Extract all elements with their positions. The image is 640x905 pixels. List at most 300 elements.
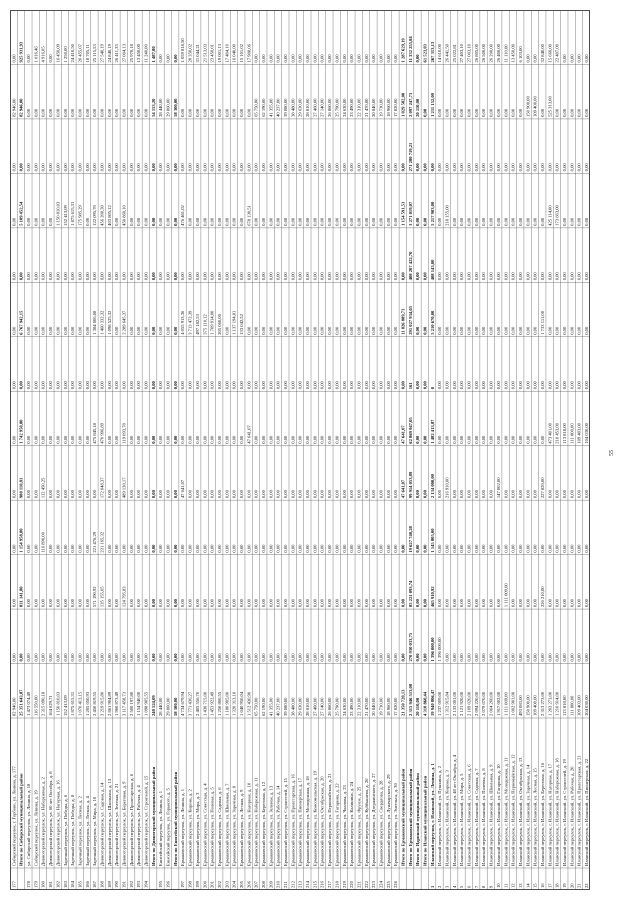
amount-cell: 0,00 — [569, 163, 575, 172]
amount-cell: 0,00 — [437, 272, 443, 281]
amount-cell: 82 946,00 — [11, 98, 17, 117]
amount-cell: 25 115,53 — [92, 44, 98, 63]
amount-cell: 0,00 — [268, 653, 274, 662]
amount-cell: 0,00 — [356, 163, 362, 172]
amount-cell: 0,00 — [459, 490, 465, 499]
amount-cell: 0,00 — [48, 653, 54, 662]
amount-cell: 0,00 — [576, 381, 582, 390]
amount-cell: 0,00 — [62, 108, 68, 117]
address-cell: Итого по Ермаковский муниципальный район — [400, 768, 406, 866]
amount-cell: 0,00 — [584, 108, 590, 117]
amount-cell: 0,00 — [84, 272, 90, 281]
amount-cell: 0,00 — [128, 544, 134, 553]
amount-cell: 0,00 — [238, 435, 244, 444]
amount-cell: 1 250 800,55 — [216, 691, 222, 716]
amount-cell: 0,00 — [128, 326, 134, 335]
amount-cell: 0,00 — [165, 381, 171, 390]
amount-cell: 85 221 093,74 — [407, 580, 413, 608]
amount-cell: 0,00 — [114, 653, 120, 662]
amount-cell: 0,00 — [172, 54, 178, 63]
amount-cell: 26 411,35 — [114, 44, 120, 63]
amount-cell: 0,00 — [216, 653, 222, 662]
amount-cell: 571 190,92 — [92, 586, 98, 608]
amount-cell: 27 460,00 — [312, 697, 318, 716]
amount-cell: 0,00 — [495, 217, 501, 226]
amount-cell: 0,00 — [84, 217, 90, 226]
amount-cell: 0,00 — [517, 435, 523, 444]
amount-cell: 0,00 — [319, 217, 325, 226]
row-number-cell: 213 — [297, 881, 303, 888]
amount-cell: 5 109 452,54 — [18, 201, 24, 226]
amount-cell: 0,00 — [554, 163, 560, 172]
amount-cell: 22 407,00 — [554, 44, 560, 63]
amount-cell: 0,00 — [187, 217, 193, 226]
amount-cell: 0,00 — [305, 272, 311, 281]
amount-cell: 0,00 — [305, 217, 311, 226]
row-number-cell: 186 — [84, 881, 90, 888]
amount-cell: 0,00 — [275, 544, 281, 553]
amount-cell: 0,00 — [253, 217, 259, 226]
amount-cell: 0,00 — [209, 217, 215, 226]
address-cell: Иланский переулок, г. Иланский, ул. Мира, д. 5 — [459, 773, 465, 866]
amount-cell: 0,00 — [363, 217, 369, 226]
amount-cell: 0,00 — [437, 599, 443, 608]
amount-cell: 0,00 — [143, 326, 149, 335]
row-number-cell: 207 — [253, 881, 259, 888]
amount-cell: 39 080,00 — [283, 697, 289, 716]
amount-cell: 0,00 — [150, 163, 156, 172]
amount-cell: 0,00 — [319, 435, 325, 444]
amount-cell: 0,00 — [202, 599, 208, 608]
row-number-cell: 202 — [216, 881, 222, 888]
address-cell: Итого по Сибирский муниципальный район — [18, 773, 24, 866]
amount-cell: 0,00 — [569, 217, 575, 226]
amount-cell: 25 022,81 — [451, 44, 457, 63]
amount-cell: 0,00 — [165, 490, 171, 499]
address-cell: Ермаковский переулок, ул. Лесная, д. 9 — [238, 789, 244, 866]
amount-cell: 0,00 — [224, 381, 230, 390]
amount-cell: 62 190,00 — [260, 697, 266, 716]
amount-cell: 0,00 — [312, 653, 318, 662]
amount-cell: 0,00 — [319, 163, 325, 172]
amount-cell: 0,00 — [503, 217, 509, 226]
amount-cell: 0,00 — [143, 435, 149, 444]
amount-cell: 0,00 — [562, 653, 567, 662]
address-cell: Иланский переулок, г. Иланский, ул. Береговая, д. 16 — [539, 762, 545, 866]
amount-cell: 0,00 — [77, 108, 83, 117]
amount-cell: 0,00 — [349, 326, 355, 335]
amount-cell: 0,00 — [253, 599, 259, 608]
row-number-cell: 203 — [224, 881, 230, 888]
amount-cell: 2 405 556,70 — [194, 691, 200, 716]
address-cell: Ермаковский переулок, ул. Садовая, д. 6 — [216, 787, 222, 866]
amount-cell: 0,00 — [517, 163, 523, 172]
amount-cell: 0,00 — [70, 326, 76, 335]
amount-cell: 2 064 260,00 — [488, 691, 494, 716]
amount-cell: 0,00 — [216, 490, 222, 499]
row-number-cell: 182 — [55, 881, 61, 888]
amount-cell: 0,00 — [268, 490, 274, 499]
amount-cell: 1 512 430,90 — [246, 691, 252, 716]
address-cell: Иланский переулок, г. Иланский, ул. Октябрьская, д. 13 — [517, 757, 523, 866]
amount-cell: 0,00 — [11, 326, 17, 335]
amount-cell: 0,00 — [305, 544, 311, 553]
amount-cell: 0,00 — [393, 544, 399, 553]
amount-cell: 0,00 — [554, 490, 560, 499]
amount-cell: 26 200,00 — [488, 44, 494, 63]
amount-cell: 0,00 — [48, 108, 54, 117]
address-cell: Иланский переулок, г. Иланский, ул. Садовая, д. 7 — [473, 768, 479, 866]
amount-cell: 0,00 — [488, 326, 494, 335]
amount-cell: 0,00 — [539, 163, 545, 172]
row-number-cell: 15 — [532, 883, 538, 888]
row-number-cell: 16 — [539, 883, 545, 888]
amount-cell: 0,00 — [356, 217, 362, 226]
amount-cell: 135 155,05 — [99, 586, 105, 608]
amount-cell: 0,00 — [349, 217, 355, 226]
amount-cell: 0,00 — [40, 217, 46, 226]
page-number: 55 — [609, 450, 615, 456]
amount-cell: 1 145 805,00 — [429, 528, 435, 553]
amount-cell: 0,00 — [121, 163, 127, 172]
amount-cell: 831 141,80 — [18, 586, 24, 608]
amount-cell: 0,00 — [576, 272, 582, 281]
amount-cell: 0,00 — [334, 217, 340, 226]
amount-cell: 1 210 914,00 — [554, 691, 560, 716]
amount-cell: 29 630,00 — [297, 697, 303, 716]
amount-cell: 0,00 — [517, 653, 523, 662]
amount-cell: 0,00 — [84, 381, 90, 390]
amount-cell: 240 524,09 — [150, 695, 156, 716]
address-cell: Иланский переулок, г. Иланский, ул. Заречная, д. 14 — [525, 764, 531, 866]
amount-cell: 0,00 — [187, 381, 193, 390]
amount-cell: 0,00 — [569, 599, 575, 608]
amount-cell: 0,00 — [77, 326, 83, 335]
amount-cell: 0,00 — [92, 163, 98, 172]
amount-cell: 0,00 — [584, 163, 590, 172]
amount-cell: 0,00 — [290, 435, 296, 444]
amount-cell: 0,00 — [297, 272, 303, 281]
amount-cell: 0,00 — [451, 381, 457, 390]
amount-cell: 0,00 — [114, 381, 120, 390]
amount-cell: 0,00 — [187, 653, 193, 662]
amount-cell: 0,00 — [84, 326, 90, 335]
amount-cell: 0,00 — [11, 217, 17, 226]
amount-cell: 0,00 — [158, 490, 164, 499]
amount-cell: 1 960 873,49 — [114, 691, 120, 716]
amount-cell: 26 860,00 — [327, 98, 333, 117]
amount-cell: 0,00 — [481, 108, 487, 117]
amount-cell: 0,00 — [539, 544, 545, 553]
amount-cell: 0,00 — [92, 108, 98, 117]
amount-cell: 2 861 904,89 — [106, 691, 112, 716]
amount-cell: 0,00 — [451, 326, 457, 335]
amount-cell: 0,00 — [33, 217, 39, 226]
amount-cell: 0,00 — [26, 54, 32, 63]
amount-cell: 0,00 — [576, 544, 582, 553]
amount-cell: 0,00 — [341, 326, 347, 335]
address-cell: Заречный переулок, ул. Лесная, д. 2 — [77, 796, 83, 866]
amount-cell: 15 101,02 — [238, 44, 244, 63]
amount-cell: 0,00 — [554, 381, 560, 390]
amount-cell: 0,00 — [371, 544, 377, 553]
amount-cell: 0,00 — [18, 381, 24, 390]
amount-cell: 0,00 — [283, 653, 289, 662]
amount-cell: 0,00 — [554, 272, 560, 281]
amount-cell: 0,00 — [224, 653, 230, 662]
amount-cell: 0,00 — [202, 653, 208, 662]
amount-cell: 0,00 — [363, 163, 369, 172]
amount-cell: 0,00 — [62, 544, 68, 553]
address-cell: Иланский переулок, г. Иланский, ул. Полевая, д. 8 — [481, 768, 487, 866]
amount-cell: 0,00 — [569, 54, 575, 63]
amount-cell: 456 200,30 — [99, 205, 105, 226]
amount-cell: 0,00 — [473, 599, 479, 608]
address-cell: Итого по Иланский муниципальный район — [422, 775, 428, 866]
amount-cell: 1 154 591,53 — [400, 201, 406, 226]
amount-cell: 0,00 — [194, 435, 200, 444]
amount-cell: 0,00 — [327, 381, 333, 390]
amount-cell: 0,00 — [216, 163, 222, 172]
row-number-cell: 199 — [194, 881, 200, 888]
amount-cell: 172 048,37 — [99, 477, 105, 499]
amount-cell: 6 103,00 — [517, 46, 523, 63]
amount-cell: 226 210,00 — [539, 586, 545, 608]
amount-cell: 0,00 — [268, 272, 274, 281]
amount-cell: 0,00 — [305, 653, 311, 662]
amount-cell: 39 080,00 — [283, 98, 289, 117]
amount-cell: 1 250,00 — [62, 46, 68, 63]
amount-cell: 0,00 — [136, 108, 142, 117]
amount-cell: 47 641,07 — [400, 425, 406, 444]
amount-cell: 0,00 — [532, 326, 538, 335]
amount-cell: 25 790,00 — [334, 697, 340, 716]
address-cell: Иланский переулок, г. Иланский, ул. Нагорная, д. 17 — [547, 763, 553, 866]
amount-cell: 109 403,00 — [576, 423, 582, 444]
amount-cell: 0,00 — [525, 54, 531, 63]
amount-cell: 0,00 — [158, 54, 164, 63]
amount-cell: 0,00 — [305, 163, 311, 172]
amount-cell: 0,00 — [576, 326, 582, 335]
amount-cell: 0,00 — [99, 381, 105, 390]
amount-cell: 0,00 — [539, 381, 545, 390]
amount-cell: 231 165,32 — [99, 531, 105, 553]
amount-cell: 0,00 — [128, 217, 134, 226]
row-number-cell: 12 — [510, 883, 516, 888]
rotated-table-sheet — [10, 10, 590, 890]
row-number-cell: 187 — [92, 881, 98, 888]
amount-cell: 164 629,71 — [48, 695, 54, 716]
amount-cell: 22 310,00 — [356, 98, 362, 117]
amount-cell: 0,00 — [378, 435, 384, 444]
amount-cell: 58 300,00 — [172, 697, 178, 716]
amount-cell: 0,00 — [297, 381, 303, 390]
amount-cell: 0,00 — [202, 217, 208, 226]
amount-cell: 0,00 — [99, 272, 105, 281]
amount-cell: 0,00 — [356, 435, 362, 444]
amount-cell: 13 450,00 — [510, 44, 516, 63]
amount-cell: 161 — [407, 382, 413, 390]
amount-cell: 0,00 — [246, 272, 252, 281]
amount-cell: 0,00 — [48, 272, 54, 281]
amount-cell: 0,00 — [371, 326, 377, 335]
address-cell: Ермаковский переулок, ул. Советская, д. 4 — [202, 783, 208, 866]
amount-cell: 0,00 — [260, 653, 266, 662]
amount-cell: 0,00 — [26, 653, 32, 662]
amount-cell: 0,00 — [180, 544, 186, 553]
row-number-cell: 198 — [187, 881, 193, 888]
amount-cell: 0,00 — [312, 326, 318, 335]
address-cell: Енисейский переулок, ул. Горького, д. 5 — [165, 788, 171, 866]
amount-cell: 0,00 — [385, 217, 391, 226]
amount-cell: 0,00 — [503, 544, 509, 553]
amount-cell: 0,00 — [422, 163, 428, 172]
amount-cell: 0,00 — [180, 163, 186, 172]
amount-cell: 0,00 — [77, 381, 83, 390]
row-number-cell: 18 — [554, 883, 560, 888]
amount-cell: 0,00 — [312, 163, 318, 172]
amount-cell: 0,00 — [26, 435, 32, 444]
amount-cell: 122 095,70 — [92, 205, 98, 226]
amount-cell: 0,00 — [385, 326, 391, 335]
address-cell: Иланский переулок, г. Иланский, ул. Кирова, д. 3 — [444, 770, 450, 866]
amount-cell: 0,00 — [253, 54, 259, 63]
address-cell: Иланский переулок, г. Иланский, ул. Набережная, д. 18 — [554, 758, 560, 866]
amount-cell: 0,00 — [488, 163, 494, 172]
address-cell: Иланский переулок, г. Иланский, ул. Первомайская, д. 12 — [510, 754, 516, 866]
row-number-cell: 208 — [260, 881, 266, 888]
amount-cell: 4 055 913,36 — [180, 310, 186, 335]
amount-cell: 0,00 — [488, 272, 494, 281]
amount-cell: 0,00 — [172, 544, 178, 553]
amount-cell: 27 460,00 — [312, 98, 318, 117]
amount-cell: 267 313,13 — [429, 41, 435, 63]
amount-cell: 2 315 090,18 — [40, 691, 46, 716]
amount-cell: 0,00 — [128, 599, 134, 608]
row-number-cell: 191 — [121, 881, 127, 888]
amount-cell: 0,00 — [327, 544, 333, 553]
amount-cell: 16 450,09 — [55, 44, 61, 63]
amount-cell: 0,00 — [378, 326, 384, 335]
amount-cell: 0,00 — [283, 272, 289, 281]
amount-cell: 1 098 905,55 — [143, 691, 149, 716]
amount-cell: 0,00 — [525, 381, 531, 390]
amount-cell: 0,00 — [466, 326, 472, 335]
amount-cell: 0,00 — [510, 326, 516, 335]
amount-cell: 2 133 001,00 — [451, 691, 457, 716]
amount-cell: 0,00 — [451, 490, 457, 499]
amount-cell: 54 153,20 — [150, 98, 156, 117]
amount-cell: 0,00 — [356, 653, 362, 662]
row-number-cell: 189 — [106, 881, 112, 888]
amount-cell: 0,00 — [371, 599, 377, 608]
row-number-cell: 5 — [459, 885, 465, 888]
amount-cell: 0,00 — [371, 435, 377, 444]
amount-cell: 2 097 247,73 — [407, 92, 413, 117]
amount-cell: 116 550,00 — [33, 695, 39, 716]
amount-cell: 0,00 — [562, 272, 567, 281]
amount-cell: 0,00 — [466, 435, 472, 444]
amount-cell: 0,00 — [495, 326, 501, 335]
row-number-cell: 220 — [349, 881, 355, 888]
amount-cell: 0,00 — [481, 217, 487, 226]
amount-cell: 0,00 — [55, 599, 61, 608]
row-number-cell: 215 — [312, 881, 318, 888]
amount-cell: 1 029 582,00 — [400, 92, 406, 117]
amount-cell: 0,00 — [11, 653, 17, 662]
amount-cell: 0,00 — [312, 435, 318, 444]
amount-cell: 1 040 950,04 — [238, 691, 244, 716]
amount-cell: 11 240,00 — [143, 44, 149, 63]
amount-cell: 0,00 — [437, 435, 443, 444]
amount-cell: 0,00 — [547, 544, 553, 553]
amount-cell: 0,00 — [62, 653, 68, 662]
amount-cell: 0,00 — [334, 544, 340, 553]
amount-cell: 24 410,50 — [70, 44, 76, 63]
amount-cell: 0,00 — [444, 381, 450, 390]
amount-cell: 0,00 — [297, 217, 303, 226]
amount-cell: 0,00 — [400, 653, 406, 662]
amount-cell: 0,00 — [55, 653, 61, 662]
amount-cell: 0,00 — [106, 381, 112, 390]
amount-cell: 0,00 — [194, 490, 200, 499]
row-number-cell: 212 — [290, 881, 296, 888]
amount-cell: 0,00 — [371, 54, 377, 63]
amount-cell: 113 818,00 — [562, 423, 567, 444]
address-cell: Дивногорский переулок, ул. 60 лет Октября, д. 8 — [48, 771, 54, 866]
amount-cell: 1 396 000,00 — [437, 637, 443, 662]
amount-cell: 0,00 — [393, 326, 399, 335]
amount-cell: 0,00 — [216, 435, 222, 444]
row-number-cell: 201 — [209, 881, 215, 888]
amount-cell: 0,00 — [415, 272, 421, 281]
amount-cell: 13 450,00 — [136, 44, 142, 63]
amount-cell: 0,00 — [33, 599, 39, 608]
amount-cell: 0,00 — [260, 217, 266, 226]
amount-cell: 0,00 — [444, 326, 450, 335]
amount-cell: 0,00 — [194, 272, 200, 281]
amount-cell: 21 470,00 — [363, 98, 369, 117]
amount-cell: 0,00 — [136, 599, 142, 608]
amount-cell: 1 205 050,93 — [84, 691, 90, 716]
row-number-cell: 19 — [562, 883, 567, 888]
amount-cell: 0,00 — [393, 272, 399, 281]
amount-cell: 0,00 — [224, 599, 230, 608]
amount-cell: 99 914 053,89 — [407, 471, 413, 499]
amount-cell: 11 110,00 — [503, 44, 509, 63]
amount-cell: 0,00 — [363, 544, 369, 553]
amount-cell: 0,00 — [466, 108, 472, 117]
amount-cell: 0,00 — [33, 490, 39, 499]
amount-cell: 58 300,00 — [172, 98, 178, 117]
amount-cell: 40 237,00 — [275, 697, 281, 716]
amount-cell: 0,00 — [70, 272, 76, 281]
amount-cell: 0,00 — [297, 326, 303, 335]
amount-cell: 425 114,00 — [547, 205, 553, 226]
row-number-cell: 192 — [128, 881, 134, 888]
address-cell: Итого по Ермаковский муниципальный район — [407, 768, 413, 866]
row-number-cell: 21 — [576, 883, 582, 888]
amount-cell: 0,00 — [172, 326, 178, 335]
amount-cell: 0,00 — [532, 54, 538, 63]
amount-cell: 29 630,00 — [297, 98, 303, 117]
address-cell: Заречный переулок, ул. Мира, д. 10 — [92, 796, 98, 866]
amount-cell: 0,00 — [150, 599, 156, 608]
amount-cell: 3 771 436,27 — [187, 691, 193, 716]
amount-cell: 0,00 — [437, 108, 443, 117]
amount-cell: 0,00 — [283, 381, 289, 390]
row-number-cell: 214 — [305, 881, 311, 888]
